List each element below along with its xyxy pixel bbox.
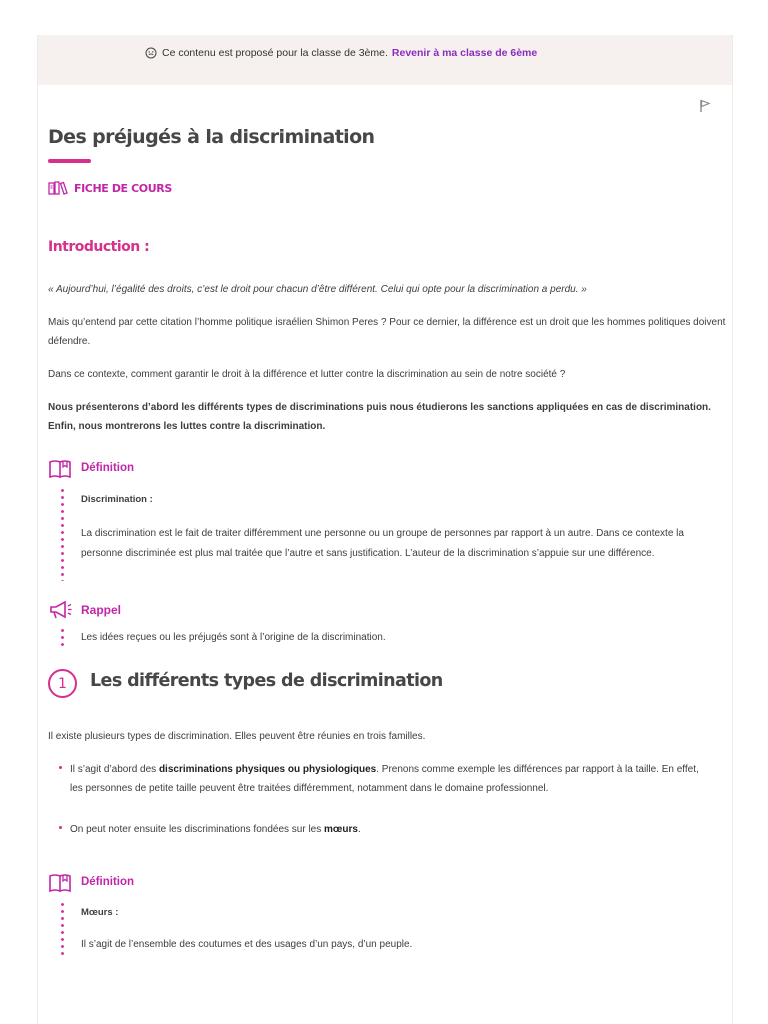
section-intro: Il existe plusieurs types de discrimination. Elles peuvent être réunies en trois familles. — [48, 731, 426, 742]
book-icon — [48, 458, 72, 480]
intro-quote: « Aujourd’hui, l’égalité des droits, c’est le droit pour chacun d’être différent. Celui qui opte pour la discrimination a perdu. » — [48, 284, 587, 295]
intro-paragraph-2: Dans ce contexte, comment garantir le droit à la différence et lutter contre la discrimination au sein de notre société ? — [48, 369, 566, 380]
definition-term: Mœurs : — [81, 907, 119, 918]
list-item-text: . — [357, 824, 361, 835]
list-item — [48, 760, 708, 798]
definition-border — [61, 487, 64, 581]
intro-paragraph-1: Mais qu’entend par cette citation l’homme politique israélien Shimon Peres ? Pour ce dernier, la différence est un droit que les hommes politiques doivent défendre. — [48, 317, 726, 347]
list-item — [48, 820, 708, 839]
flag-icon[interactable] — [699, 99, 711, 113]
definition-border — [61, 901, 64, 956]
section-number: 1 — [48, 669, 77, 698]
rappel-text: Les idées reçues ou les préjugés sont à l’origine de la discrimination. — [81, 632, 386, 643]
list-item-text: On peut noter ensuite les discriminations fondées sur les — [70, 824, 325, 835]
rappel-border — [61, 627, 64, 649]
megaphone-icon — [48, 600, 72, 620]
definition-label: Définition — [81, 462, 135, 474]
course-type-label: FICHE DE COURS — [74, 181, 172, 195]
definition-text: La discrimination est le fait de traiter différemment une personne ou un groupe de personnes par rapport à un autre. Dans ce contexte la personne discriminée est plus mal traitée que l’autre et sans justification. L’auteur de la discrimination s’appuie sur une différence. — [81, 528, 684, 559]
smile-icon — [145, 47, 157, 59]
section-title: Les différents types de discrimination — [90, 671, 443, 691]
list-item-bold: discriminations physiques ou physiologiques — [158, 764, 377, 775]
banner-text: Ce contenu est proposé pour la classe de 3ème. — [162, 47, 388, 59]
list-item-text: Il s’agit d’abord des — [70, 764, 159, 775]
back-to-class-link[interactable]: Revenir à ma classe de 6ème — [391, 47, 538, 59]
discrimination-list — [48, 760, 708, 839]
course-type-tag — [48, 181, 172, 195]
content-page — [37, 35, 733, 1024]
intro-heading: Introduction : — [48, 239, 150, 255]
definition-term: Discrimination : — [81, 494, 153, 505]
list-item-bold: mœurs — [324, 824, 358, 835]
book-icon — [48, 872, 72, 894]
definition-text: Il s’agit de l’ensemble des coutumes et des usages d’un pays, d’un peuple. — [81, 939, 413, 950]
title-underline — [48, 159, 91, 163]
rappel-label: Rappel — [81, 603, 122, 617]
definition-label: Définition — [81, 876, 135, 888]
page-title: Des préjugés à la discrimination — [48, 126, 375, 148]
list-item-text: . Prenons comme exemple les différences par rapport à la taille. En effet, les personnes de petite taille peuvent être traitées différemment, notamment dans le domaine professionnel. — [70, 764, 699, 794]
class-banner — [38, 35, 732, 85]
intro-paragraph-3: Nous présenterons d’abord les différents types de discriminations puis nous étudierons les sanctions appliquées en cas de discrimination. Enfin, nous montrerons les luttes contre la discrimination. — [48, 402, 711, 432]
books-icon — [48, 181, 68, 195]
